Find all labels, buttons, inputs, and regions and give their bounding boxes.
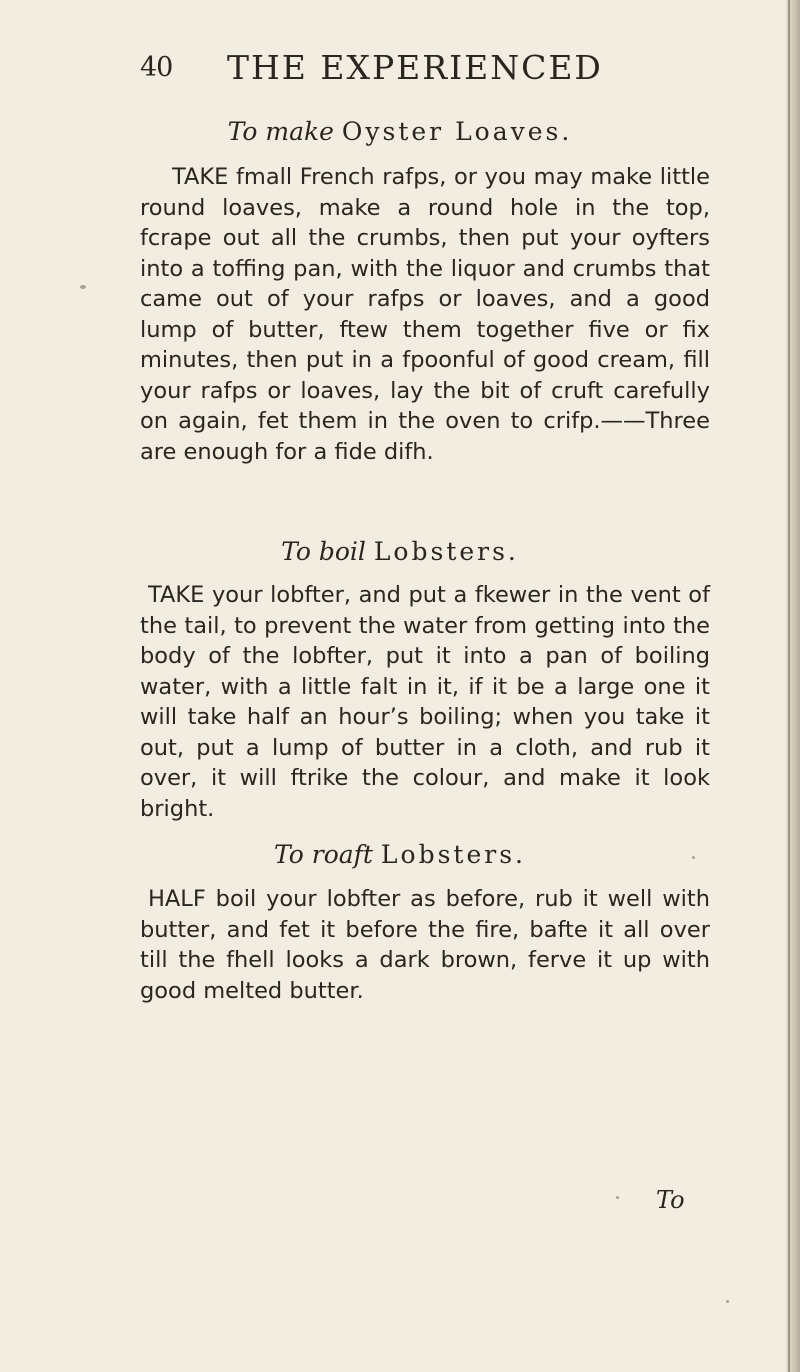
paper-speck	[616, 1196, 619, 1199]
section-title-lead: To roaft	[274, 840, 373, 869]
recipe-text-boil-lobsters	[140, 580, 710, 824]
recipe-paragraph: TAKE fmall French rafps, or you may make little round loaves, make a round hole in the top, fcrape out all the crumbs, then put your oyfters into a toffing pan, with the liquor and crumbs that came out of your rafps or loaves, and a good lump of butter, ftew them together five or fix minutes, then put in a fpoonful of good cream, fill your rafps or loaves, lay the bit of cruft carefully on again, fet them in the oven to crifp.——Three are enough for a fide difh.	[140, 164, 710, 465]
recipe-text-oyster-loaves	[140, 162, 710, 467]
section-title-roast-lobsters	[0, 840, 800, 869]
section-title-main: Oyster Loaves.	[341, 117, 573, 146]
page-number: 40	[140, 52, 173, 83]
page-edge-line	[788, 0, 790, 1372]
section-title-oyster-loaves	[0, 117, 800, 146]
recipe-paragraph: TAKE your lobfter, and put a fkewer in the vent of the tail, to prevent the water from getting into the body of the lobfter, put it into a pan of boiling water, with a little falt in it, if it be a large one it will take half an hour’s boiling; when you take it out, put a lump of butter in a cloth, and rub it over, it will ftrike the colour, and make it look bright.	[140, 582, 710, 822]
catchword: To	[656, 1186, 685, 1214]
recipe-paragraph: HALF boil your lobfter as before, rub it well with butter, and fet it before the fire, bafte it all over till the fhell looks a dark brown, ferve it up with good melted butter.	[140, 886, 710, 1004]
paper-speck	[80, 285, 86, 289]
section-title-main: Lobsters.	[380, 840, 526, 869]
section-title-lead: To make	[227, 117, 334, 146]
section-title-boil-lobsters	[0, 537, 800, 566]
section-title-main: Lobsters.	[373, 537, 519, 566]
paper-speck	[726, 1300, 729, 1303]
section-title-lead: To boil	[281, 537, 366, 566]
running-title: THE EXPERIENCED	[227, 48, 603, 87]
page-header	[0, 48, 800, 92]
paper-speck	[692, 856, 695, 859]
recipe-text-roast-lobsters	[140, 884, 710, 1006]
